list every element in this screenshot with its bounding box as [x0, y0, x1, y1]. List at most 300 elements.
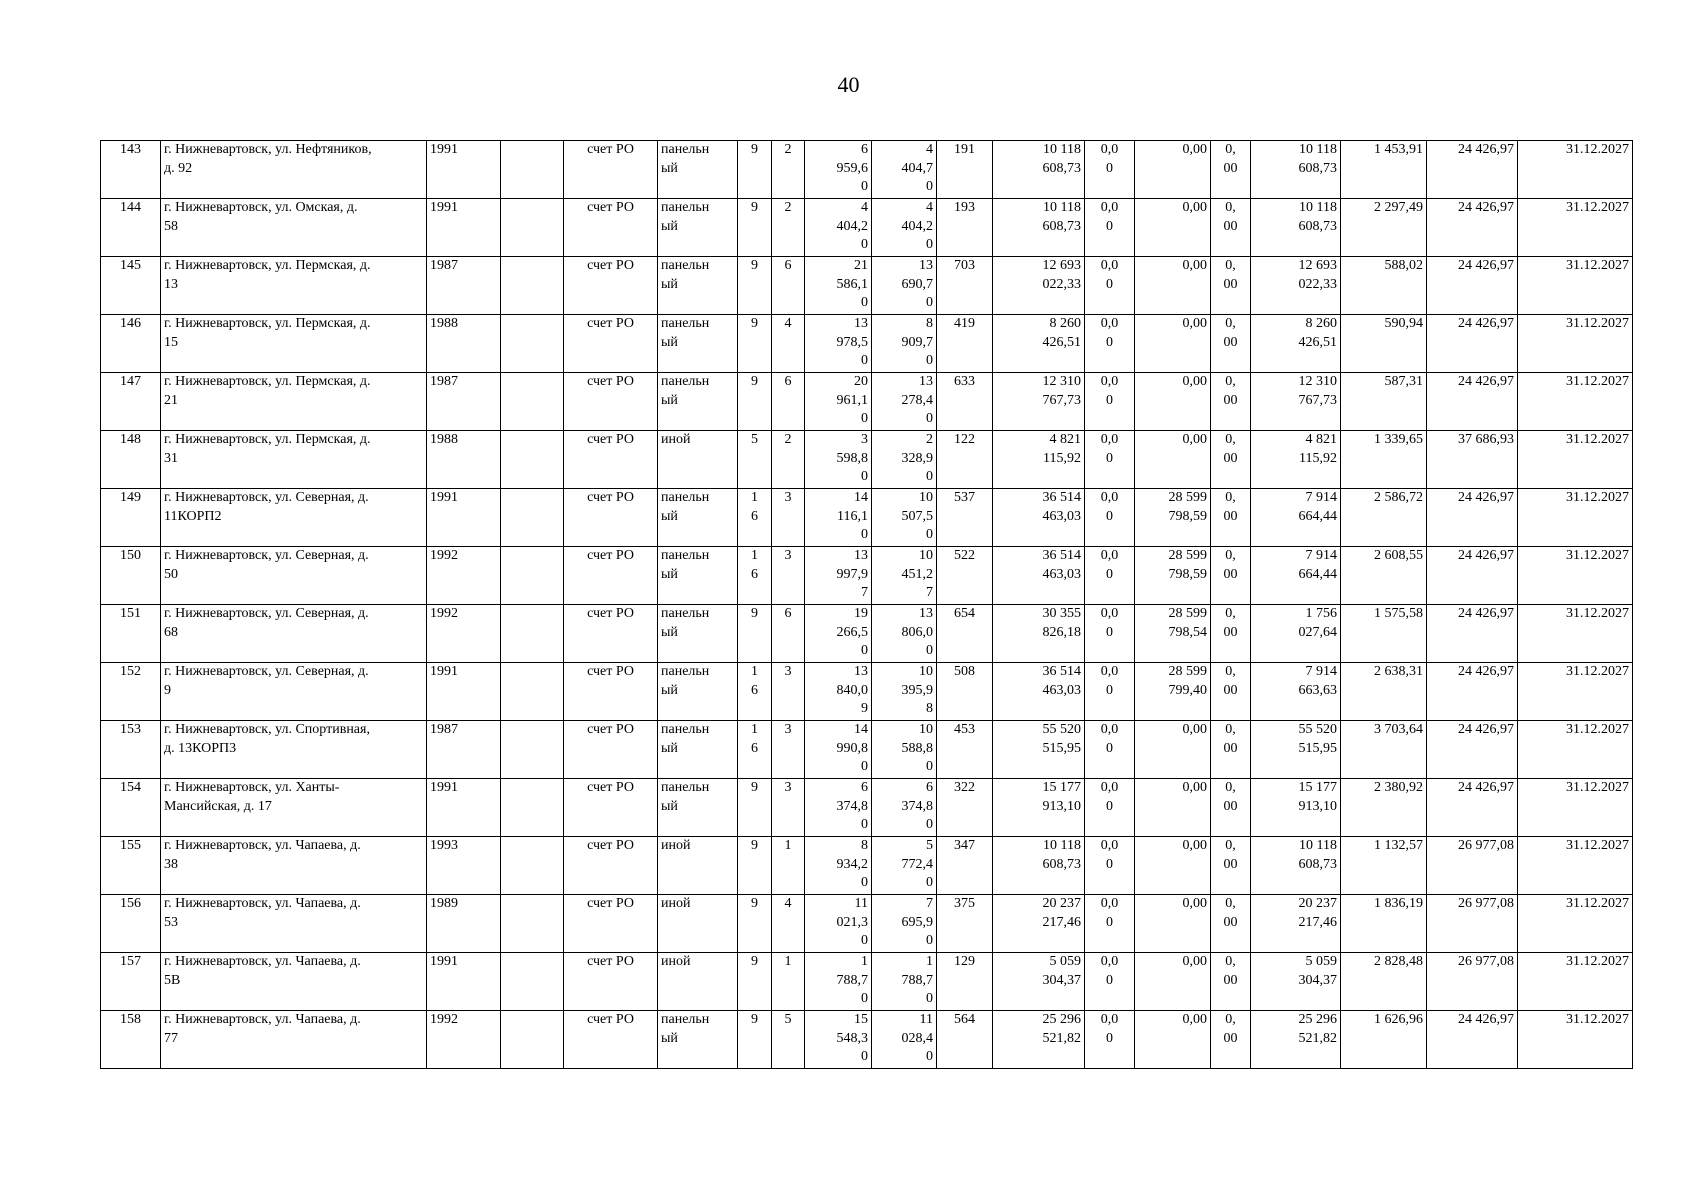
living-area-text: 13 806,0 0 — [901, 606, 933, 658]
limit-cost-text: 24 426,97 — [1458, 316, 1514, 331]
fund-a-text: 0,0 0 — [1100, 1012, 1119, 1046]
row-number-text: 154 — [120, 780, 141, 795]
total-area-text: 13 840,0 9 — [836, 664, 868, 716]
cell-fund-b — [1135, 953, 1211, 1011]
cell-fund-a — [1085, 721, 1135, 779]
cell-build-year — [427, 547, 501, 605]
cell-fund-account — [564, 257, 658, 315]
living-area-text: 10 588,8 0 — [901, 722, 933, 774]
cell-deadline — [1518, 199, 1633, 257]
cell-deadline — [1518, 1011, 1633, 1069]
build-year-text: 1991 — [430, 142, 458, 157]
cell-row-number — [101, 721, 161, 779]
cell-fund-b — [1135, 721, 1211, 779]
residents-text: 193 — [954, 200, 975, 215]
address-text: г. Нижневартовск, ул. Омская, д. 58 — [164, 200, 358, 234]
cell-residents — [937, 663, 993, 721]
limit-cost-text: 24 426,97 — [1458, 490, 1514, 505]
floors-text: 9 — [751, 896, 758, 911]
cell-cost-total — [993, 315, 1085, 373]
deadline-text: 31.12.2027 — [1566, 896, 1629, 911]
fund-c-text: 0, 00 — [1223, 548, 1238, 582]
row-number-text: 149 — [120, 490, 141, 505]
cell-floors — [738, 779, 772, 837]
cell-address — [161, 199, 427, 257]
limit-cost-text: 24 426,97 — [1458, 722, 1514, 737]
fund-account-text: счет РО — [587, 780, 634, 795]
table-row — [101, 837, 1633, 895]
table-row — [101, 605, 1633, 663]
entrances-text: 3 — [784, 722, 792, 737]
cell-residents — [937, 837, 993, 895]
living-area-text: 1 788,7 0 — [901, 954, 933, 1006]
entrances-text: 4 — [784, 896, 792, 911]
cell-cost-per-m2 — [1341, 373, 1427, 431]
fund-a-text: 0,0 0 — [1100, 606, 1119, 640]
cell-blank-cell — [501, 141, 564, 199]
living-area-text: 13 278,4 0 — [901, 374, 933, 426]
cell-fund-b — [1135, 605, 1211, 663]
fund-a-text: 0,0 0 — [1100, 374, 1119, 408]
fund-account-text: счет РО — [587, 200, 634, 215]
fund-account-text: счет РО — [587, 548, 634, 563]
fund-c-text: 0, 00 — [1223, 954, 1238, 988]
residents-text: 522 — [954, 548, 975, 563]
table-row — [101, 1011, 1633, 1069]
fund-c-text: 0, 00 — [1223, 258, 1238, 292]
table-row — [101, 489, 1633, 547]
floors-text: 9 — [751, 258, 758, 273]
fund-account-text: счет РО — [587, 606, 634, 621]
fund-owner-text: 5 059 304,37 — [1298, 954, 1337, 988]
deadline-text: 31.12.2027 — [1566, 606, 1629, 621]
cell-floors — [738, 663, 772, 721]
cell-floors — [738, 199, 772, 257]
cell-wall-material — [658, 605, 738, 663]
cost-per-m2-text: 590,94 — [1384, 316, 1423, 331]
address-text: г. Нижневартовск, ул. Чапаева, д. 38 — [164, 838, 361, 872]
address-text: г. Нижневартовск, ул. Пермская, д. 21 — [164, 374, 371, 408]
entrances-text: 2 — [784, 200, 792, 215]
cell-fund-account — [564, 547, 658, 605]
cell-total-area — [805, 373, 872, 431]
address-text: г. Нижневартовск, ул. Чапаева, д. 5В — [164, 954, 361, 988]
address-text: г. Нижневартовск, ул. Ханты- Мансийская, д. 17 — [164, 780, 340, 814]
cell-address — [161, 141, 427, 199]
cost-per-m2-text: 1 453,91 — [1374, 142, 1423, 157]
cell-fund-account — [564, 431, 658, 489]
cell-address — [161, 1011, 427, 1069]
total-area-text: 15 548,3 0 — [836, 1012, 868, 1064]
deadline-text: 31.12.2027 — [1566, 374, 1629, 389]
cell-row-number — [101, 373, 161, 431]
address-text: г. Нижневартовск, ул. Пермская, д. 31 — [164, 432, 371, 466]
fund-a-text: 0,0 0 — [1100, 838, 1119, 872]
cell-wall-material — [658, 373, 738, 431]
cell-fund-c — [1211, 489, 1251, 547]
fund-b-text: 0,00 — [1182, 896, 1207, 911]
residents-text: 654 — [954, 606, 975, 621]
cell-deadline — [1518, 141, 1633, 199]
cell-build-year — [427, 373, 501, 431]
deadline-text: 31.12.2027 — [1566, 548, 1629, 563]
residents-text: 419 — [954, 316, 975, 331]
cost-per-m2-text: 1 575,58 — [1374, 606, 1423, 621]
fund-c-text: 0, 00 — [1223, 896, 1238, 930]
residents-text: 322 — [954, 780, 975, 795]
limit-cost-text: 24 426,97 — [1458, 548, 1514, 563]
floors-text: 9 — [751, 606, 758, 621]
cell-fund-c — [1211, 431, 1251, 489]
table-row — [101, 663, 1633, 721]
deadline-text: 31.12.2027 — [1566, 838, 1629, 853]
cell-fund-owner — [1251, 837, 1341, 895]
cell-wall-material — [658, 315, 738, 373]
cost-total-text: 36 514 463,03 — [1042, 490, 1081, 524]
cell-residents — [937, 1011, 993, 1069]
deadline-text: 31.12.2027 — [1566, 142, 1629, 157]
cell-fund-owner — [1251, 257, 1341, 315]
cell-row-number — [101, 1011, 161, 1069]
fund-account-text: счет РО — [587, 722, 634, 737]
fund-c-text: 0, 00 — [1223, 722, 1238, 756]
cell-limit-cost — [1427, 953, 1518, 1011]
wall-material-text: панельн ый — [661, 548, 710, 582]
cell-cost-per-m2 — [1341, 141, 1427, 199]
total-area-text: 20 961,1 0 — [836, 374, 868, 426]
cell-floors — [738, 315, 772, 373]
cost-per-m2-text: 2 586,72 — [1374, 490, 1423, 505]
row-number-text: 148 — [120, 432, 141, 447]
cell-entrances — [772, 141, 805, 199]
cell-address — [161, 953, 427, 1011]
cost-per-m2-text: 2 828,48 — [1374, 954, 1423, 969]
build-year-text: 1993 — [430, 838, 458, 853]
cell-cost-total — [993, 895, 1085, 953]
cell-cost-per-m2 — [1341, 779, 1427, 837]
fund-owner-text: 7 914 664,44 — [1298, 490, 1337, 524]
cell-fund-owner — [1251, 721, 1341, 779]
cell-cost-per-m2 — [1341, 199, 1427, 257]
entrances-text: 5 — [784, 1012, 792, 1027]
cost-per-m2-text: 3 703,64 — [1374, 722, 1423, 737]
cell-fund-account — [564, 895, 658, 953]
cell-total-area — [805, 953, 872, 1011]
limit-cost-text: 24 426,97 — [1458, 780, 1514, 795]
row-number-text: 145 — [120, 258, 141, 273]
cell-fund-c — [1211, 605, 1251, 663]
wall-material-text: панельн ый — [661, 258, 710, 292]
table-row — [101, 199, 1633, 257]
cell-fund-a — [1085, 837, 1135, 895]
fund-a-text: 0,0 0 — [1100, 258, 1119, 292]
fund-a-text: 0,0 0 — [1100, 142, 1119, 176]
cell-total-area — [805, 721, 872, 779]
limit-cost-text: 24 426,97 — [1458, 374, 1514, 389]
cell-total-area — [805, 605, 872, 663]
cost-total-text: 20 237 217,46 — [1042, 896, 1081, 930]
cell-living-area — [872, 953, 937, 1011]
cell-fund-a — [1085, 1011, 1135, 1069]
cell-limit-cost — [1427, 837, 1518, 895]
cell-wall-material — [658, 721, 738, 779]
cell-entrances — [772, 721, 805, 779]
cell-cost-per-m2 — [1341, 1011, 1427, 1069]
cost-total-text: 10 118 608,73 — [1042, 142, 1081, 176]
fund-account-text: счет РО — [587, 374, 634, 389]
deadline-text: 31.12.2027 — [1566, 432, 1629, 447]
fund-owner-text: 25 296 521,82 — [1298, 1012, 1337, 1046]
fund-b-text: 0,00 — [1182, 722, 1207, 737]
deadline-text: 31.12.2027 — [1566, 200, 1629, 215]
cell-deadline — [1518, 547, 1633, 605]
cell-limit-cost — [1427, 373, 1518, 431]
wall-material-text: панельн ый — [661, 1012, 710, 1046]
residents-text: 122 — [954, 432, 975, 447]
cell-fund-b — [1135, 547, 1211, 605]
cell-cost-per-m2 — [1341, 489, 1427, 547]
cell-entrances — [772, 953, 805, 1011]
total-area-text: 4 404,2 0 — [836, 200, 868, 252]
cell-living-area — [872, 663, 937, 721]
living-area-text: 2 328,9 0 — [901, 432, 933, 484]
cell-cost-per-m2 — [1341, 837, 1427, 895]
total-area-text: 11 021,3 0 — [836, 896, 868, 948]
address-text: г. Нижневартовск, ул. Пермская, д. 13 — [164, 258, 371, 292]
fund-c-text: 0, 00 — [1223, 316, 1238, 350]
entrances-text: 3 — [784, 548, 792, 563]
cell-fund-a — [1085, 663, 1135, 721]
fund-owner-text: 8 260 426,51 — [1298, 316, 1337, 350]
cell-cost-per-m2 — [1341, 257, 1427, 315]
cost-total-text: 8 260 426,51 — [1042, 316, 1081, 350]
fund-account-text: счет РО — [587, 896, 634, 911]
row-number-text: 143 — [120, 142, 141, 157]
cell-total-area — [805, 1011, 872, 1069]
cell-build-year — [427, 663, 501, 721]
cell-fund-b — [1135, 489, 1211, 547]
table-row — [101, 953, 1633, 1011]
cell-fund-a — [1085, 547, 1135, 605]
wall-material-text: панельн ый — [661, 606, 710, 640]
cell-fund-c — [1211, 895, 1251, 953]
cost-total-text: 55 520 515,95 — [1042, 722, 1081, 756]
cell-fund-owner — [1251, 141, 1341, 199]
cell-limit-cost — [1427, 431, 1518, 489]
table-row — [101, 547, 1633, 605]
row-number-text: 157 — [120, 954, 141, 969]
fund-account-text: счет РО — [587, 316, 634, 331]
cell-fund-a — [1085, 431, 1135, 489]
cell-fund-a — [1085, 141, 1135, 199]
cell-build-year — [427, 779, 501, 837]
cost-total-text: 30 355 826,18 — [1042, 606, 1081, 640]
cell-total-area — [805, 199, 872, 257]
cell-fund-owner — [1251, 315, 1341, 373]
cell-total-area — [805, 663, 872, 721]
cell-fund-c — [1211, 1011, 1251, 1069]
row-number-text: 151 — [120, 606, 141, 621]
total-area-text: 13 978,5 0 — [836, 316, 868, 368]
cell-fund-owner — [1251, 373, 1341, 431]
fund-a-text: 0,0 0 — [1100, 896, 1119, 930]
cell-cost-per-m2 — [1341, 431, 1427, 489]
table-row — [101, 431, 1633, 489]
fund-account-text: счет РО — [587, 1012, 634, 1027]
cell-cost-total — [993, 257, 1085, 315]
cell-blank-cell — [501, 779, 564, 837]
living-area-text: 7 695,9 0 — [901, 896, 933, 948]
cost-per-m2-text: 588,02 — [1384, 258, 1423, 273]
cell-fund-owner — [1251, 895, 1341, 953]
cell-blank-cell — [501, 547, 564, 605]
cell-fund-owner — [1251, 431, 1341, 489]
cell-limit-cost — [1427, 721, 1518, 779]
cell-build-year — [427, 257, 501, 315]
cell-cost-total — [993, 953, 1085, 1011]
fund-a-text: 0,0 0 — [1100, 490, 1119, 524]
total-area-text: 19 266,5 0 — [836, 606, 868, 658]
cell-limit-cost — [1427, 663, 1518, 721]
living-area-text: 8 909,7 0 — [901, 316, 933, 368]
table-row — [101, 895, 1633, 953]
cell-fund-a — [1085, 779, 1135, 837]
build-year-text: 1987 — [430, 374, 458, 389]
address-text: г. Нижневартовск, ул. Спортивная, д. 13КОРП3 — [164, 722, 370, 756]
cell-address — [161, 431, 427, 489]
fund-c-text: 0, 00 — [1223, 780, 1238, 814]
fund-account-text: счет РО — [587, 490, 634, 505]
cell-cost-total — [993, 547, 1085, 605]
cell-row-number — [101, 547, 161, 605]
cell-living-area — [872, 373, 937, 431]
wall-material-text: панельн ый — [661, 374, 710, 408]
cell-fund-b — [1135, 257, 1211, 315]
entrances-text: 6 — [784, 374, 792, 389]
cell-residents — [937, 953, 993, 1011]
cell-living-area — [872, 1011, 937, 1069]
cell-residents — [937, 895, 993, 953]
cell-deadline — [1518, 663, 1633, 721]
table-row — [101, 257, 1633, 315]
cell-fund-c — [1211, 141, 1251, 199]
cell-limit-cost — [1427, 141, 1518, 199]
row-number-text: 147 — [120, 374, 141, 389]
living-area-text: 6 374,8 0 — [901, 780, 933, 832]
cell-residents — [937, 779, 993, 837]
cell-fund-account — [564, 315, 658, 373]
deadline-text: 31.12.2027 — [1566, 954, 1629, 969]
build-year-text: 1989 — [430, 896, 458, 911]
cell-residents — [937, 315, 993, 373]
cell-fund-b — [1135, 837, 1211, 895]
cell-living-area — [872, 837, 937, 895]
cost-per-m2-text: 1 626,96 — [1374, 1012, 1423, 1027]
fund-owner-text: 10 118 608,73 — [1298, 142, 1337, 176]
cell-deadline — [1518, 315, 1633, 373]
cell-wall-material — [658, 547, 738, 605]
fund-b-text: 28 599 799,40 — [1168, 664, 1207, 698]
cell-fund-account — [564, 837, 658, 895]
build-year-text: 1991 — [430, 954, 458, 969]
fund-b-text: 0,00 — [1182, 1012, 1207, 1027]
cost-total-text: 36 514 463,03 — [1042, 664, 1081, 698]
limit-cost-text: 24 426,97 — [1458, 664, 1514, 679]
cell-deadline — [1518, 895, 1633, 953]
table-row — [101, 141, 1633, 199]
cell-total-area — [805, 141, 872, 199]
cell-entrances — [772, 837, 805, 895]
cell-residents — [937, 431, 993, 489]
cell-fund-owner — [1251, 199, 1341, 257]
cell-limit-cost — [1427, 895, 1518, 953]
wall-material-text: панельн ый — [661, 200, 710, 234]
wall-material-text: иной — [661, 954, 691, 969]
cell-floors — [738, 895, 772, 953]
cell-fund-a — [1085, 895, 1135, 953]
wall-material-text: панельн ый — [661, 664, 710, 698]
limit-cost-text: 24 426,97 — [1458, 142, 1514, 157]
residents-text: 703 — [954, 258, 975, 273]
fund-c-text: 0, 00 — [1223, 432, 1238, 466]
fund-a-text: 0,0 0 — [1100, 316, 1119, 350]
cell-fund-account — [564, 141, 658, 199]
cell-fund-account — [564, 779, 658, 837]
cell-living-area — [872, 895, 937, 953]
cell-address — [161, 547, 427, 605]
cost-total-text: 36 514 463,03 — [1042, 548, 1081, 582]
cell-floors — [738, 547, 772, 605]
floors-text: 9 — [751, 780, 758, 795]
deadline-text: 31.12.2027 — [1566, 722, 1629, 737]
cell-fund-owner — [1251, 1011, 1341, 1069]
cell-blank-cell — [501, 489, 564, 547]
deadline-text: 31.12.2027 — [1566, 490, 1629, 505]
cell-fund-account — [564, 605, 658, 663]
residents-text: 453 — [954, 722, 975, 737]
address-text: г. Нижневартовск, ул. Северная, д. 68 — [164, 606, 369, 640]
cell-residents — [937, 141, 993, 199]
cell-total-area — [805, 779, 872, 837]
fund-account-text: счет РО — [587, 954, 634, 969]
cell-fund-c — [1211, 779, 1251, 837]
entrances-text: 3 — [784, 780, 792, 795]
fund-owner-text: 12 310 767,73 — [1298, 374, 1337, 408]
wall-material-text: иной — [661, 896, 691, 911]
cost-per-m2-text: 2 297,49 — [1374, 200, 1423, 215]
cost-total-text: 25 296 521,82 — [1042, 1012, 1081, 1046]
cell-fund-owner — [1251, 953, 1341, 1011]
cost-total-text: 10 118 608,73 — [1042, 838, 1081, 872]
address-text: г. Нижневартовск, ул. Чапаева, д. 53 — [164, 896, 361, 930]
fund-c-text: 0, 00 — [1223, 838, 1238, 872]
floors-text: 9 — [751, 1012, 758, 1027]
cell-fund-account — [564, 489, 658, 547]
fund-owner-text: 10 118 608,73 — [1298, 200, 1337, 234]
cell-total-area — [805, 431, 872, 489]
cell-address — [161, 605, 427, 663]
residents-text: 191 — [954, 142, 975, 157]
wall-material-text: панельн ый — [661, 142, 710, 176]
cell-wall-material — [658, 489, 738, 547]
cell-row-number — [101, 431, 161, 489]
cell-fund-a — [1085, 489, 1135, 547]
cell-fund-b — [1135, 779, 1211, 837]
living-area-text: 4 404,7 0 — [901, 142, 933, 194]
cell-wall-material — [658, 141, 738, 199]
cell-row-number — [101, 315, 161, 373]
cell-fund-a — [1085, 257, 1135, 315]
